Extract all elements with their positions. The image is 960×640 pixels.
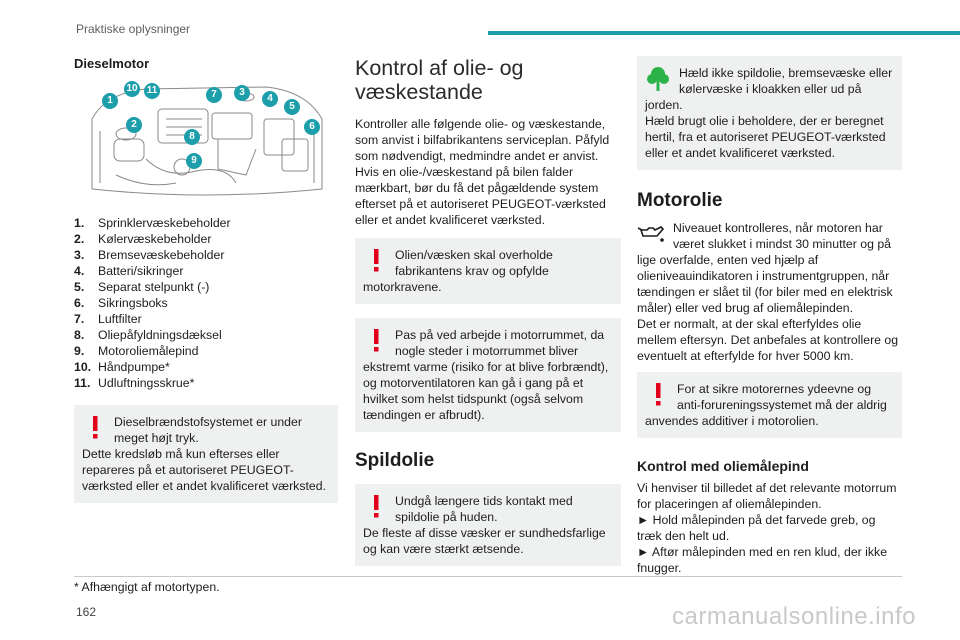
callout-8: 8 xyxy=(184,129,200,145)
callout-5: 5 xyxy=(284,99,300,115)
dipstick-text: Vi henviser til billedet af det relevante motorrum for placeringen af oliemålepinden. ► Hold målepinden på det farvede greb, og træk den helt ud. ► Aftør målepinden med en ren klud, der ikke fnugger. xyxy=(637,481,897,575)
list-item: 5. Separat stelpunkt (-) xyxy=(74,280,210,294)
engine-bay-heat-warning: Pas på ved arbejde i motorrummet, da nogle steder i motorrummet bliver ekstremt varme (risiko for at blive forbrændt), og motorventilatoren kan gå i gang på et hvilket som helst tidspunkt (også selvom tændingen er afbrudt). xyxy=(355,318,621,432)
callout-7: 7 xyxy=(206,87,222,103)
column-diesel-engine xyxy=(74,56,338,503)
callout-9: 9 xyxy=(186,153,202,169)
list-item: 7. Luftfilter xyxy=(74,312,142,326)
footnote-divider xyxy=(74,576,902,577)
column-engine-oil xyxy=(637,56,902,576)
warning-exclamation-icon xyxy=(367,493,385,519)
list-item: 4. Batteri/sikringer xyxy=(74,264,184,278)
list-item: 9. Motoroliemålepind xyxy=(74,344,199,358)
page-number: 162 xyxy=(76,605,97,619)
fluid-spec-warning: Olien/væsken skal overholde fabrikantens krav og opfylde motorkravene. xyxy=(355,238,621,304)
spill-oil-warning: Undgå længere tids kontakt med spildolie på huden. De fleste af disse væsker er sundhedsfarlige og kan være stærkt ætsende. xyxy=(355,484,621,566)
fluid-check-title: Kontrol af olie- og væskestande xyxy=(355,56,524,104)
fluid-check-intro: Kontroller alle følgende olie- og væskestande, som anvist i bilfabrikantens serviceplan. Påfyld som nødvendigt, medmindre andet er anvist. Hvis en olie-/væskestand på bilen falder mærkbart, bør du få det pågældende system efterset på et autoriseret PEUGEOT-værksted eller et andet kvalificeret værksted. xyxy=(355,117,610,227)
spill-oil-title: Spildolie xyxy=(355,450,435,471)
column-fluid-check xyxy=(355,56,621,566)
list-item: 2. Kølervæskebeholder xyxy=(74,232,212,246)
component-list xyxy=(74,215,338,391)
warning-exclamation-icon xyxy=(367,247,385,273)
header-accent-bar xyxy=(488,31,960,35)
running-header: Praktiske oplysninger xyxy=(76,22,191,36)
additive-warning: For at sikre motorernes ydeevne og anti-forureningssystemet må der aldrig anvendes additiver i motorolien. xyxy=(637,372,902,438)
engine-oil-title: Motorolie xyxy=(637,190,723,211)
list-item: 6. Sikringsboks xyxy=(74,296,168,310)
warning-exclamation-icon xyxy=(86,414,104,440)
warning-exclamation-icon xyxy=(367,327,385,353)
list-item: 10. Håndpumpe* xyxy=(74,360,170,374)
diesel-pressure-warning: Dieselbrændstofsystemet er under meget højt tryk. Dette kredsløb må kun efterses eller repareres på et autoriseret PEUGEOT-værksted eller et andet kvalificeret værksted. xyxy=(74,405,338,503)
callout-4: 4 xyxy=(262,91,278,107)
dipstick-title: Kontrol med oliemålepind xyxy=(637,458,809,474)
diesel-engine-title: Dieselmotor xyxy=(74,56,150,71)
callout-2: 2 xyxy=(126,117,142,133)
callout-3: 3 xyxy=(234,85,250,101)
engine-oil-text: Niveauet kontrolleres, når motoren har været slukket i mindst 30 minutter og på lige overfalde, enten ved hjælp af olieniveauindikatoren i instrumentgruppen, når tændingen er slået til (for biler med en elektrisk måler) eller ved brug af oliemålepinden. Det er normalt, at der skal efterfyldes olie mellem eftersyn. Det anbefales at kontrollere og eventuelt at efterfylde for hver 5000 km. xyxy=(637,221,899,363)
callout-10: 10 xyxy=(124,81,140,97)
callout-6: 6 xyxy=(304,119,320,135)
footnote: * Afhængigt af motortypen. xyxy=(74,580,220,594)
list-item: 8. Oliepåfyldningsdæksel xyxy=(74,328,222,342)
tree-eco-icon xyxy=(647,65,669,95)
environment-note: Hæld ikke spildolie, bremsevæske eller kølervæske i kloakken eller ud på jorden. Hæld brugt olie i beholdere, der er beregnet hertil, fra et autoriseret PEUGEOT-værksted eller et andet kvalificeret værksted. xyxy=(637,56,902,170)
callout-1: 1 xyxy=(102,93,118,109)
callout-11: 11 xyxy=(144,83,160,99)
list-item: 3. Bremsevæskebeholder xyxy=(74,248,225,262)
list-item: 11. Udluftningsskrue* xyxy=(74,376,195,390)
engine-bay-illustration xyxy=(86,79,326,201)
list-item: 1. Sprinklervæskebeholder xyxy=(74,216,231,230)
warning-exclamation-icon xyxy=(649,381,667,407)
watermark: carmanualsonline.info xyxy=(672,603,916,630)
oil-can-icon xyxy=(637,222,665,244)
